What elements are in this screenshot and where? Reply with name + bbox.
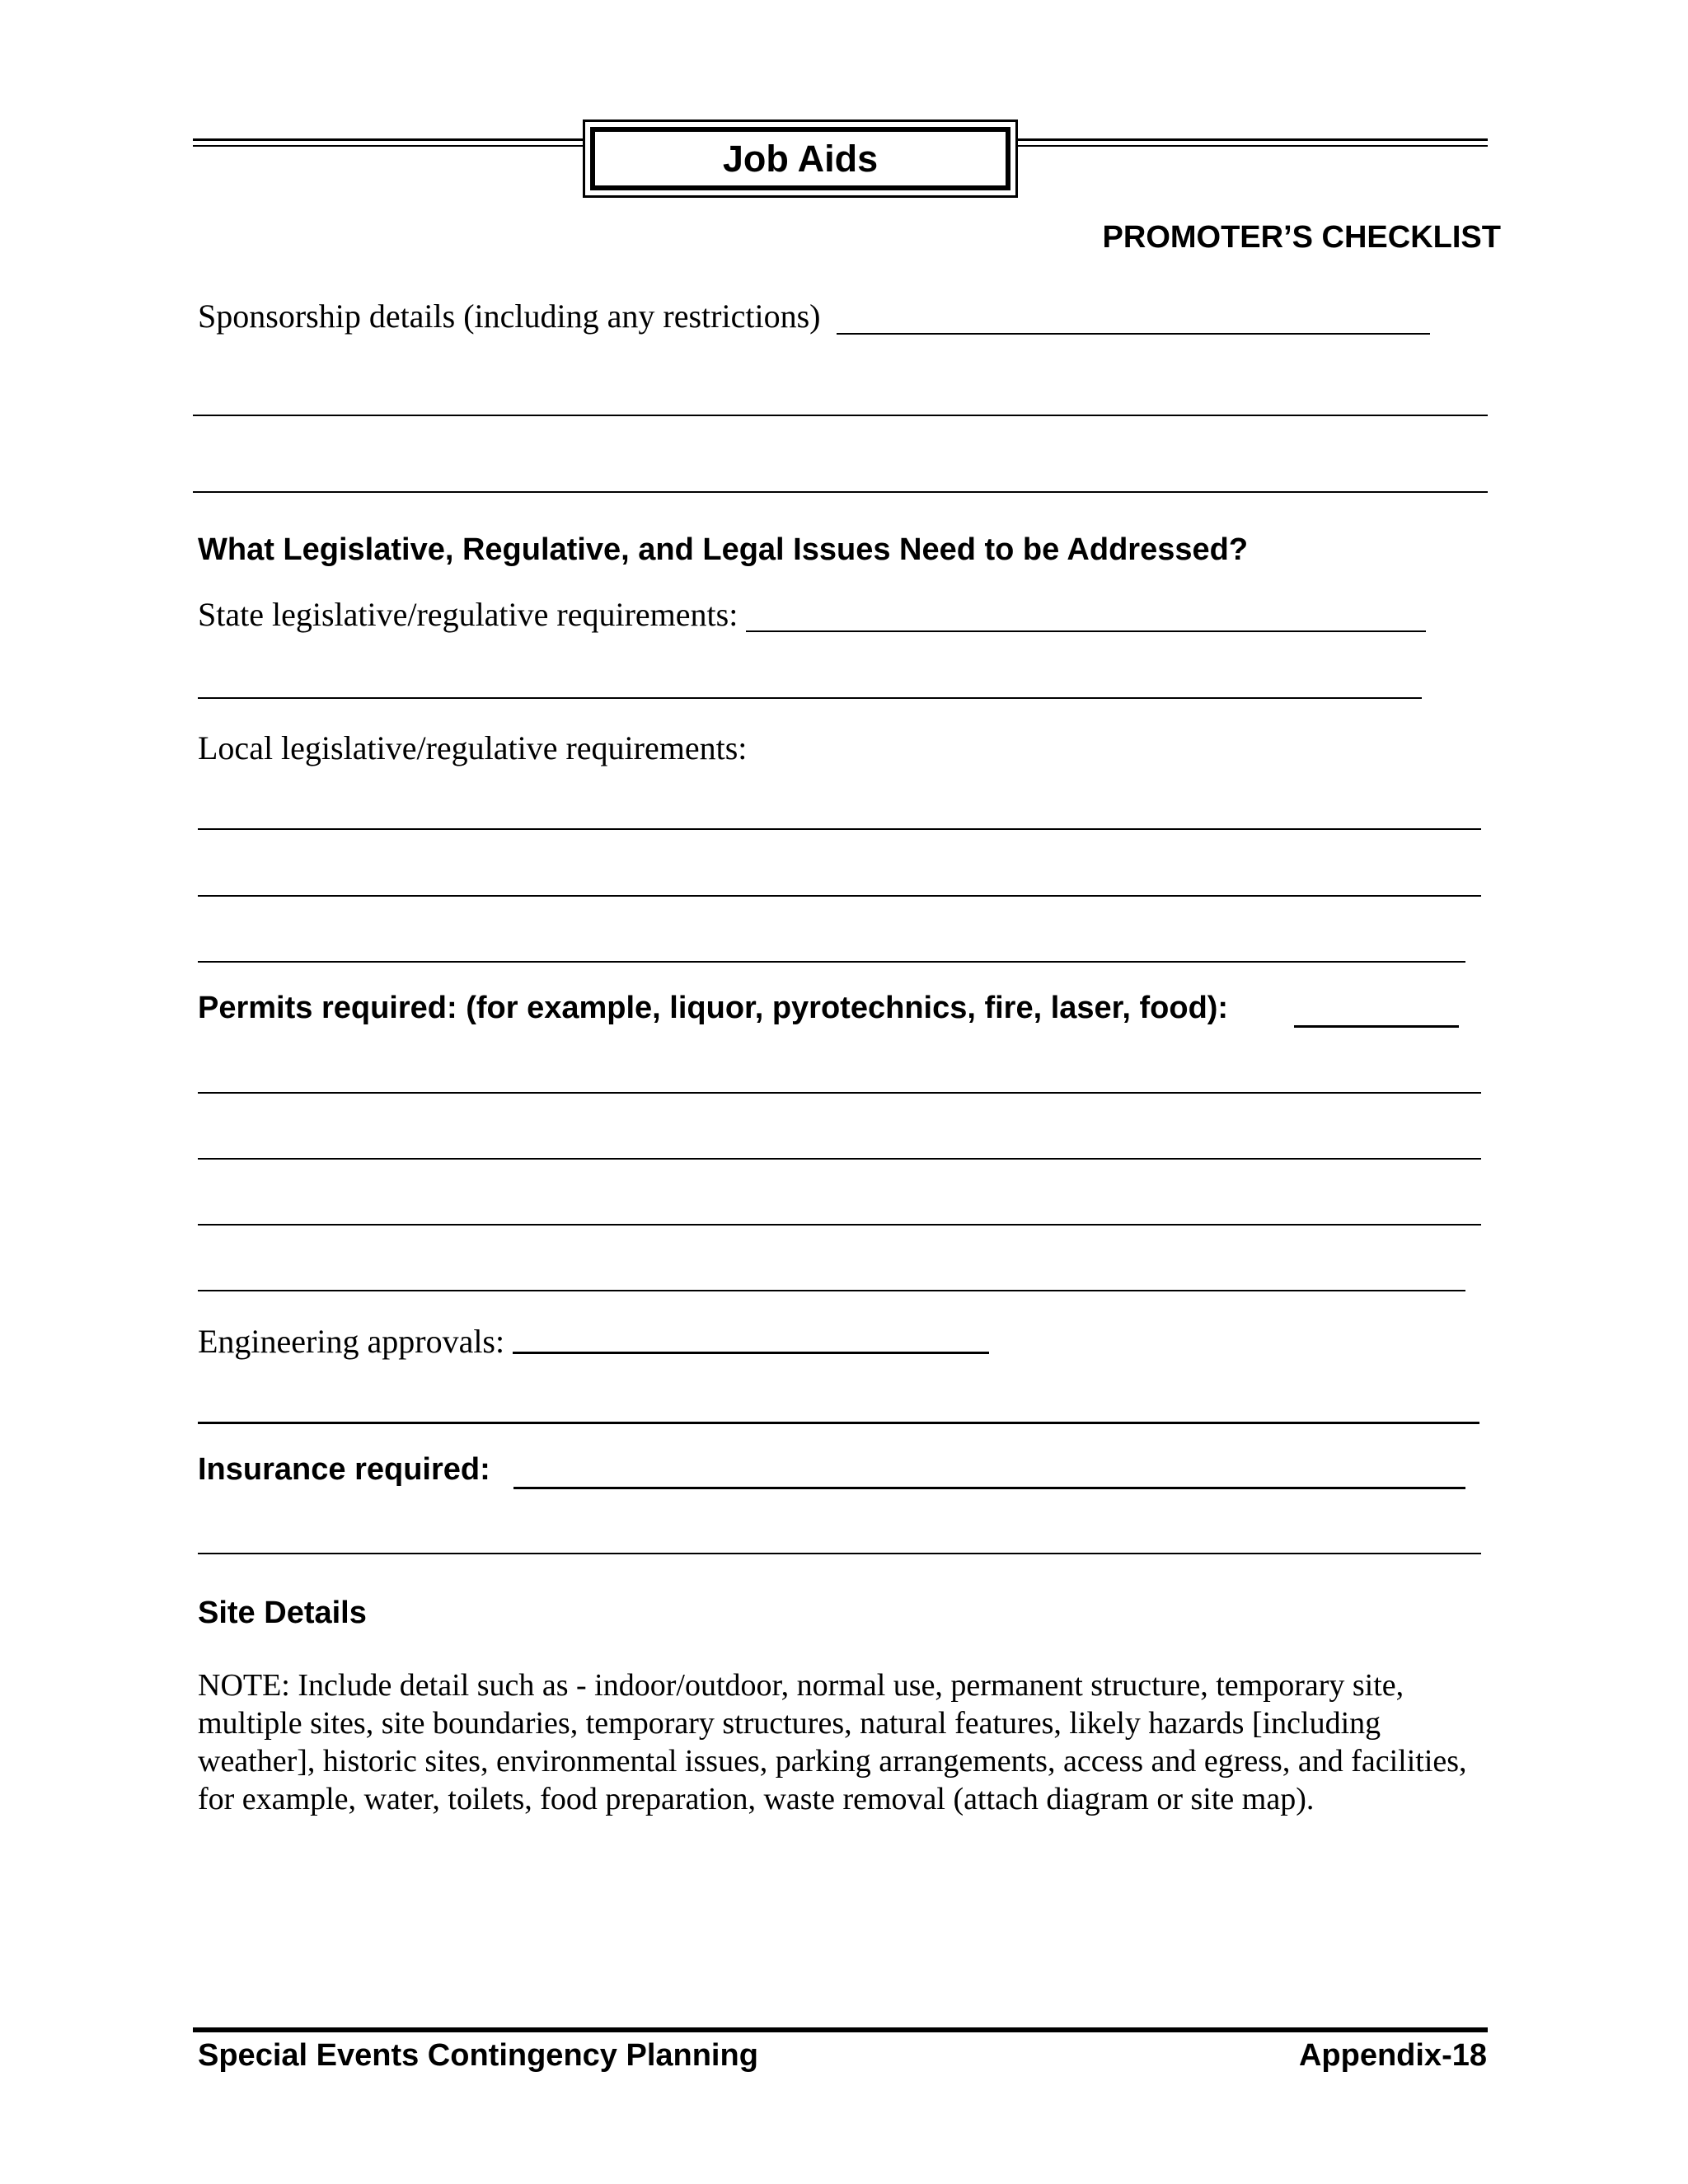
local-requirements-line-1[interactable]	[198, 828, 1481, 830]
sponsorship-label: Sponsorship details (including any restrictions)	[198, 298, 821, 335]
footer-title: Special Events Contingency Planning	[198, 2038, 758, 2073]
state-requirements-label: State legislative/regulative requirements:	[198, 596, 738, 633]
checklist-heading: PROMOTER’S CHECKLIST	[1102, 220, 1501, 255]
permits-line-2[interactable]	[198, 1158, 1481, 1160]
permits-line-1[interactable]	[198, 1092, 1481, 1094]
site-details-heading: Site Details	[198, 1596, 367, 1630]
state-requirements-line-2[interactable]	[198, 697, 1422, 699]
insurance-label: Insurance required:	[198, 1452, 490, 1487]
local-requirements-line-2[interactable]	[198, 895, 1481, 897]
permits-line-4[interactable]	[198, 1290, 1465, 1291]
header-rule-left-bottom	[193, 145, 583, 147]
sponsorship-input-line[interactable]	[837, 333, 1430, 335]
header-title: Job Aids	[590, 127, 1010, 190]
engineering-approvals-label: Engineering approvals:	[198, 1323, 505, 1360]
header-title-box	[583, 120, 1018, 198]
header-rule-right-top	[1018, 138, 1488, 141]
insurance-input-line[interactable]	[513, 1487, 1465, 1489]
legal-issues-heading: What Legislative, Regulative, and Legal Issues Need to be Addressed?	[198, 532, 1249, 567]
footer-rule	[193, 2027, 1488, 2032]
engineering-approvals-line-2[interactable]	[198, 1422, 1479, 1424]
permits-input-line[interactable]	[1294, 1025, 1459, 1028]
sponsorship-line-3[interactable]	[193, 491, 1488, 493]
local-requirements-line-3[interactable]	[198, 961, 1465, 963]
sponsorship-line-2[interactable]	[193, 415, 1488, 416]
site-details-note: NOTE: Include detail such as - indoor/outdoor, normal use, permanent structure, temporary site, multiple sites, site boundaries, temporary structures, natural features, likely hazards [including weather], historic sites, environmental issues, parking arrangements, access and egress, and facilities, for example, water, toilets, food preparation, waste removal (attach diagram or site map).	[198, 1668, 1467, 1816]
header-rule-right-bottom	[1018, 145, 1488, 147]
footer-page-number: Appendix-18	[1298, 2038, 1487, 2073]
local-requirements-label: Local legislative/regulative requirements:	[198, 729, 748, 766]
state-requirements-input-line[interactable]	[746, 630, 1426, 632]
permits-label: Permits required: (for example, liquor, pyrotechnics, fire, laser, food):	[198, 991, 1229, 1025]
insurance-line-2[interactable]	[198, 1553, 1481, 1554]
engineering-approvals-input-line[interactable]	[513, 1352, 989, 1354]
permits-line-3[interactable]	[198, 1224, 1481, 1226]
header-rule-left-top	[193, 138, 583, 141]
